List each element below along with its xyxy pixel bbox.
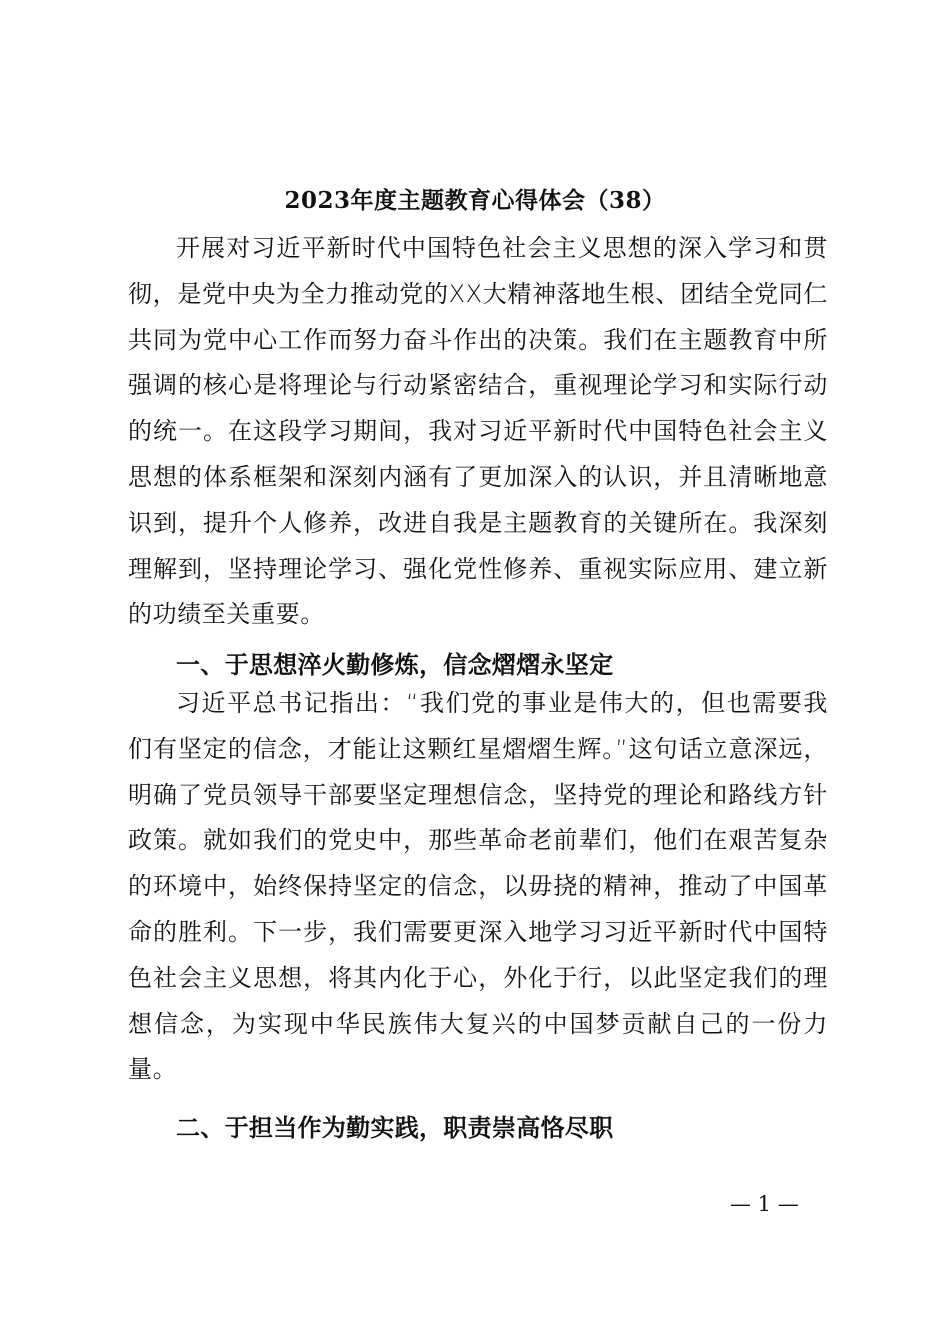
section-heading-2: 二、于担当作为勤实践，职责崇高恪尽职	[176, 1114, 614, 1142]
section-heading-1: 一、于思想淬火勤修炼，信念熠熠永坚定	[176, 651, 614, 679]
document-title: 2023年度主题教育心得体会（38）	[284, 187, 666, 214]
section-1-paragraph: 习近平总书记指出：“我们党的事业是伟大的，但也需要我们有坚定的信念，才能让这颗红星熠熠生辉。”这句话立意深远，明确了党员领导干部要坚定理想信念，坚持党的理论和路线方针政策。就如我们的党史中，那些革命老前辈们，他们在艰苦复杂的环境中，始终保持坚定的信念，以毋挠的精神，推动了中国革命的胜利。下一步，我们需要更深入地学习习近平新时代中国特色社会主义思想，将其内化于心，外化于行，以此坚定我们的理想信念，为实现中华民族伟大复兴的中国梦贡献自己的一份力量。	[128, 689, 828, 1084]
intro-paragraph: 开展对习近平新时代中国特色社会主义思想的深入学习和贯彻，是党中央为全力推动党的XX大精神落地生根、团结全党同仁共同为党中心工作而努力奋斗作出的决策。我们在主题教育中所强调的核心是将理论与行动紧密结合，重视理论学习和实际行动的统一。在这段学习期间，我对习近平新时代中国特色社会主义思想的体系框架和深刻内涵有了更加深入的认识，并且清晰地意识到，提升个人修养，改进自我是主题教育的关键所在。我深刻理解到，坚持理论学习、强化党性修养、重视实际应用、建立新的功绩至关重要。	[128, 234, 828, 629]
page-number: — 1 —	[730, 1192, 799, 1216]
